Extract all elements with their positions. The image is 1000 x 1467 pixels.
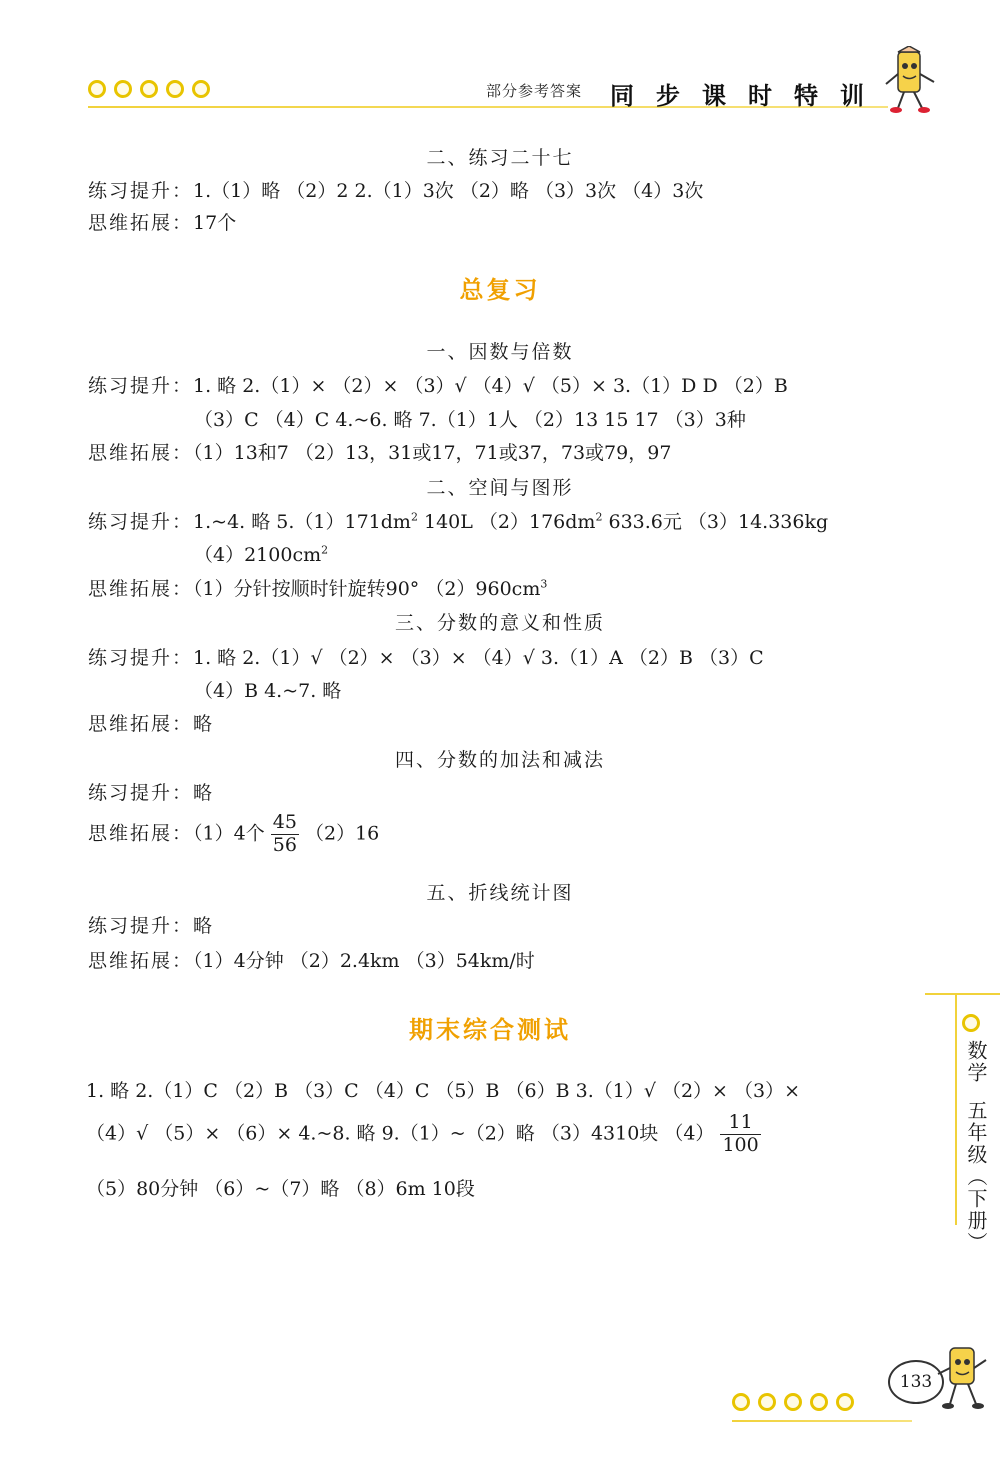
answer-label: 练习提升： [88, 375, 194, 397]
answer-label: 思维拓展： [88, 950, 194, 972]
answer-line [86, 1112, 761, 1157]
decor-dot [758, 1393, 776, 1411]
decor-dot [784, 1393, 802, 1411]
decor-dot [166, 80, 184, 98]
header-book-title: 同步课时特训 [610, 82, 886, 110]
answer-label: 思维拓展： [88, 212, 194, 234]
answer-line [88, 208, 236, 235]
answer-line: （5）80分钟 （6）~（7）略 （8）6m 10段 [86, 1178, 475, 1200]
answer-line [88, 946, 535, 973]
answer-text: 1.~4. 略 5.（1）171dm [193, 511, 411, 533]
answer-text: 633.6元 （3）14.336kg [602, 511, 829, 533]
answer-line [88, 911, 212, 938]
section-title: 三、分数的意义和性质 [394, 612, 605, 634]
answer-line [88, 574, 547, 601]
answer-text: （1）4个 [193, 822, 265, 845]
header-small-title: 部分参考答案 [486, 82, 583, 100]
answer-line [88, 176, 703, 203]
side-tab-dot [962, 1014, 980, 1032]
side-tab-grade: 五年级（下册） [964, 1100, 988, 1254]
answer-line [88, 778, 212, 805]
side-tab-line [955, 995, 957, 1225]
answer-label: 练习提升： [88, 647, 194, 669]
fraction-denominator: 100 [722, 1133, 759, 1156]
answer-line [88, 507, 828, 534]
answer-label: 练习提升： [88, 180, 194, 202]
pencil-mascot-icon [880, 46, 940, 118]
section-title: 五、折线统计图 [426, 882, 574, 904]
fraction-numerator: 11 [720, 1112, 760, 1135]
chapter-title: 期末综合测试 [409, 1016, 571, 1044]
pencil-mascot-icon [936, 1340, 992, 1420]
section-title: 二、空间与图形 [426, 477, 574, 499]
decor-dot [192, 80, 210, 98]
superscript: 2 [321, 543, 329, 557]
answer-line [88, 438, 671, 465]
superscript: 2 [410, 510, 418, 524]
answer-label: 思维拓展： [88, 578, 194, 600]
footer-rule [732, 1420, 912, 1422]
fraction-denominator: 56 [272, 833, 297, 856]
answer-continuation: （3）C （4）C 4.~6. 略 7.（1）1人 （2）13 15 17 （3）3种 [194, 409, 746, 431]
answer-text: 略 [193, 713, 213, 735]
answer-text: （1）分针按顺时针旋转90° （2）960cm [193, 578, 541, 600]
decor-dot [140, 80, 158, 98]
section-title: 一、因数与倍数 [426, 341, 574, 363]
answer-text: 1. 略 2.（1）× （2）× （3）√ （4）√ （5）× 3.（1）D D （2）B [193, 375, 788, 397]
answer-text: 140L （2）176dm [417, 511, 596, 533]
side-tab-subject: 数学 [964, 1040, 988, 1084]
section-title: 二、练习二十七 [426, 147, 574, 169]
answer-label: 练习提升： [88, 511, 194, 533]
page-number: 133 [888, 1360, 944, 1404]
section-title: 四、分数的加法和减法 [394, 749, 605, 771]
fraction [720, 1112, 760, 1157]
side-tab-rule [925, 993, 1000, 995]
header-dots [88, 80, 210, 98]
answer-text: 略 [193, 915, 213, 937]
answer-text: （2）16 [304, 822, 380, 845]
answer-text: （1）4分钟 （2）2.4km （3）54km/时 [193, 950, 535, 972]
answer-text: （4）2100cm [194, 544, 322, 566]
footer-dots [732, 1393, 854, 1411]
answer-line [88, 709, 212, 736]
decor-dot [810, 1393, 828, 1411]
answer-line [88, 812, 379, 857]
chapter-title: 总复习 [459, 276, 541, 304]
decor-dot [732, 1393, 750, 1411]
decor-dot [836, 1393, 854, 1411]
superscript: 2 [595, 510, 603, 524]
fraction [271, 812, 299, 857]
answer-text: 略 [193, 782, 213, 804]
answer-text: 1. 略 2.（1）√ （2）× （3）× （4）√ 3.（1）A （2）B （3）C [193, 647, 764, 669]
answer-text: 1.（1）略 （2）2 2.（1）3次 （2）略 （3）3次 （4）3次 [193, 180, 704, 202]
answer-text: （1）13和7 （2）13，31或17，71或37，73或79，97 [193, 442, 672, 464]
answer-line [88, 643, 764, 670]
answer-text: （4）√ （5）× （6）× 4.~8. 略 9.（1）~（2）略 （3）4310块 （4） [86, 1122, 715, 1145]
answer-continuation: （4）B 4.~7. 略 [194, 680, 342, 702]
answer-label: 思维拓展： [88, 713, 194, 735]
answer-label: 练习提升： [88, 782, 194, 804]
decor-dot [114, 80, 132, 98]
decor-dot [88, 80, 106, 98]
answer-text: 17个 [193, 212, 237, 234]
answer-label: 思维拓展： [88, 822, 194, 845]
answer-label: 练习提升： [88, 915, 194, 937]
answer-line: 1. 略 2.（1）C （2）B （3）C （4）C （5）B （6）B 3.（1）√ （2）× （3）× [86, 1080, 801, 1102]
answer-continuation [194, 540, 328, 567]
fraction-numerator: 45 [272, 811, 297, 833]
superscript: 3 [540, 577, 548, 591]
answer-label: 思维拓展： [88, 442, 194, 464]
answer-line [88, 371, 788, 398]
